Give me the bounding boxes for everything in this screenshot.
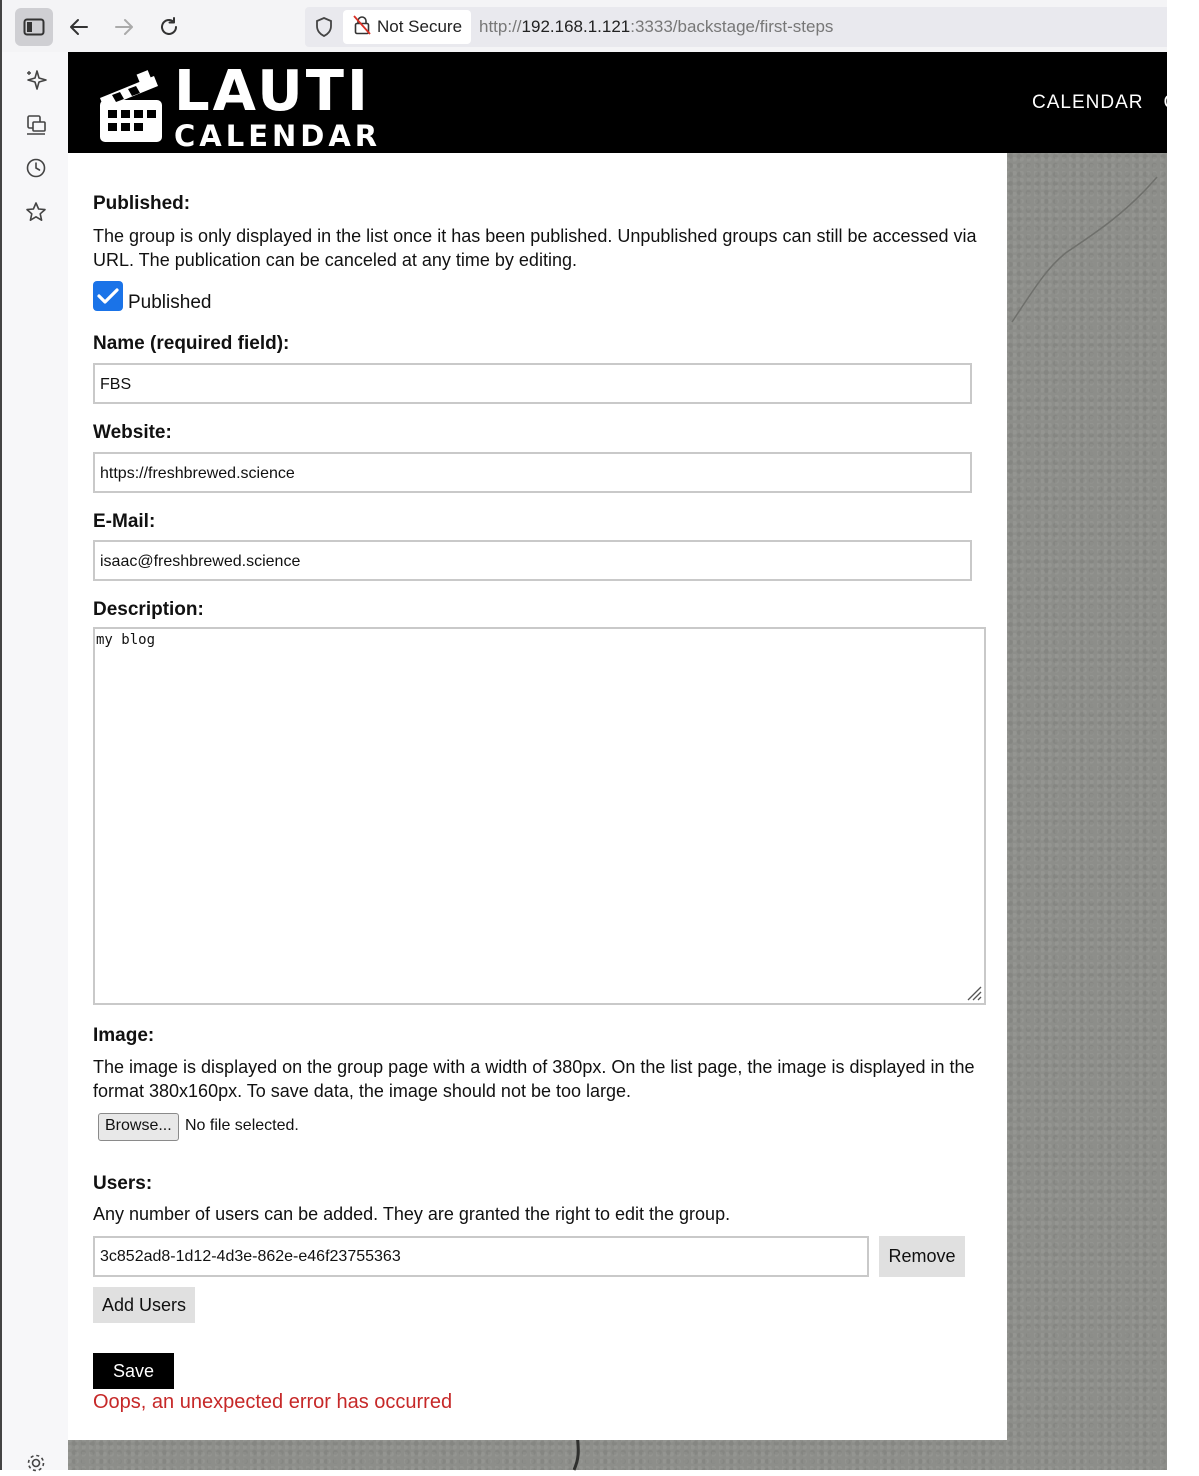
browser-toolbar bbox=[0, 0, 1167, 53]
synced-tabs-icon[interactable] bbox=[23, 112, 49, 138]
website-label: Website: bbox=[93, 422, 172, 443]
settings-gear-icon[interactable] bbox=[23, 1450, 49, 1476]
background-texture bbox=[1007, 172, 1167, 332]
main-nav bbox=[1032, 92, 1199, 114]
security-label: Not Secure bbox=[377, 17, 463, 36]
image-help: The image is displayed on the group page with a width of 380px. On the list page, the image is displayed in the format 380x160px. To save data, the image should not be too large. bbox=[93, 1057, 975, 1101]
name-label: Name (required field): bbox=[93, 333, 290, 354]
security-indicator[interactable] bbox=[343, 10, 471, 44]
description-value: my blog bbox=[96, 632, 156, 648]
website-input[interactable]: https://freshbrewed.science bbox=[93, 452, 972, 493]
error-message: Oops, an unexpected error has occurred bbox=[93, 1391, 453, 1413]
insecure-lock-icon bbox=[353, 15, 371, 40]
logo-subtitle: CALENDAR bbox=[174, 119, 382, 153]
history-clock-icon[interactable] bbox=[23, 155, 49, 181]
logo-title: LAUTI bbox=[174, 59, 371, 124]
site-logo[interactable] bbox=[98, 59, 382, 153]
sparkle-icon[interactable] bbox=[23, 67, 49, 93]
name-input[interactable]: FBS bbox=[93, 363, 972, 404]
address-bar[interactable] bbox=[305, 7, 1167, 47]
url-path: :3333/backstage/first-steps bbox=[630, 17, 834, 36]
remove-user-button[interactable]: Remove bbox=[879, 1236, 965, 1277]
email-label: E-Mail: bbox=[93, 511, 156, 532]
users-label: Users: bbox=[93, 1173, 153, 1194]
email-input[interactable]: isaac@freshbrewed.science bbox=[93, 540, 972, 581]
reload-icon[interactable] bbox=[150, 8, 188, 46]
description-label: Description: bbox=[93, 599, 204, 620]
bookmark-star-icon[interactable] bbox=[23, 199, 49, 225]
group-form bbox=[68, 153, 1007, 1440]
users-help: Any number of users can be added. They are granted the right to edit the group. bbox=[93, 1204, 731, 1224]
resize-grip-icon[interactable] bbox=[964, 983, 982, 1001]
browse-button[interactable]: Browse... bbox=[98, 1113, 179, 1141]
url-scheme: http:// bbox=[479, 17, 522, 36]
nav-item-groups[interactable]: G bbox=[1163, 92, 1180, 113]
forward-arrow-icon[interactable] bbox=[105, 8, 143, 46]
shield-icon[interactable] bbox=[315, 17, 333, 42]
nav-item-calendar[interactable]: CALENDAR bbox=[1032, 92, 1144, 113]
published-checkbox-label[interactable]: Published bbox=[128, 292, 212, 313]
checkmark-icon bbox=[97, 287, 119, 305]
web-page bbox=[68, 52, 1180, 1470]
image-label: Image: bbox=[93, 1025, 155, 1046]
url-host: 192.168.1.121 bbox=[521, 17, 631, 36]
site-header bbox=[68, 52, 1180, 153]
add-users-button[interactable]: Add Users bbox=[93, 1287, 195, 1323]
user-id-input[interactable]: 3c852ad8-1d12-4d3e-862e-e46f23755363 bbox=[93, 1236, 869, 1277]
published-checkbox[interactable] bbox=[93, 281, 123, 311]
description-textarea[interactable] bbox=[93, 627, 986, 1005]
back-arrow-icon[interactable] bbox=[60, 8, 98, 46]
published-help: The group is only displayed in the list once it has been published. Unpublished groups can still be accessed via URL. The publication can be canceled at any time by editing. bbox=[93, 226, 977, 270]
url-text[interactable] bbox=[479, 17, 833, 37]
window-edge bbox=[0, 0, 2, 1470]
save-button[interactable]: Save bbox=[93, 1353, 174, 1389]
published-label: Published: bbox=[93, 193, 191, 214]
calendar-logo-icon bbox=[98, 70, 168, 146]
file-status: No file selected. bbox=[185, 1117, 299, 1134]
browser-sidebar bbox=[0, 52, 69, 1470]
sidebar-toggle-icon[interactable] bbox=[15, 8, 53, 46]
